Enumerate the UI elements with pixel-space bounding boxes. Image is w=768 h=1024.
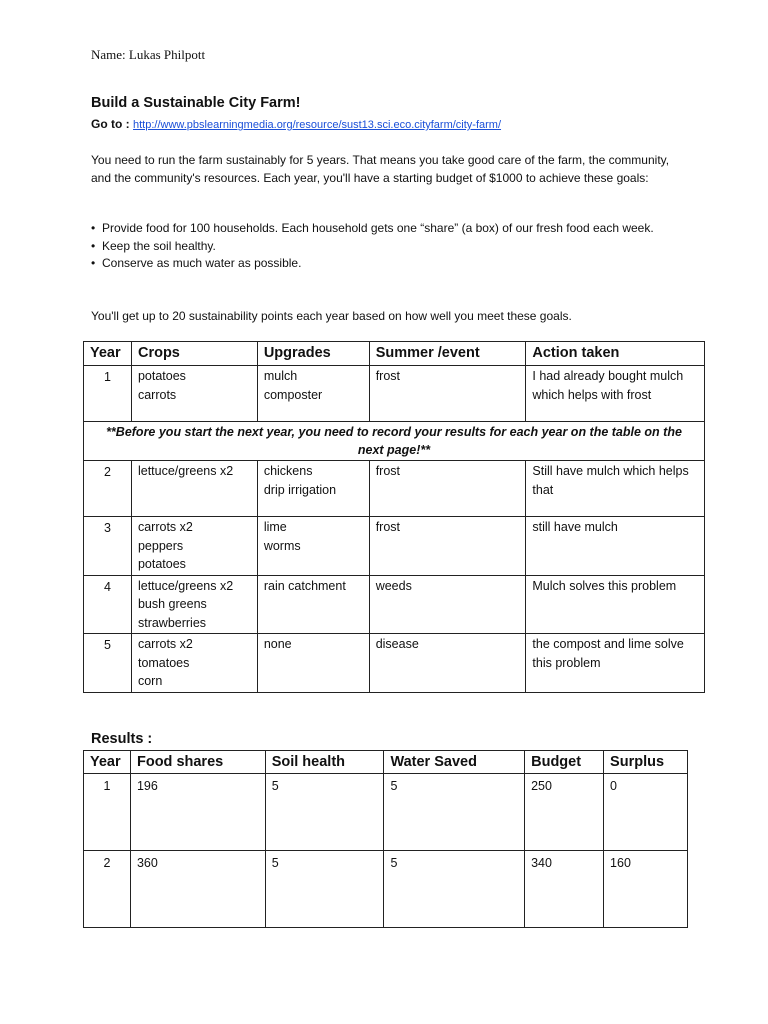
food-shares-cell: 196 bbox=[130, 774, 265, 851]
points-paragraph: You'll get up to 20 sustainability points each year based on how well you meet these goals. bbox=[91, 309, 572, 323]
table-row bbox=[84, 461, 705, 517]
goto-line bbox=[91, 117, 501, 131]
table-row bbox=[84, 851, 688, 928]
upgrade-item: worms bbox=[263, 538, 301, 553]
year-cell: 2 bbox=[84, 461, 132, 517]
note-row bbox=[84, 422, 705, 461]
header-year: Year bbox=[84, 751, 131, 774]
page-title: Build a Sustainable City Farm! bbox=[91, 95, 301, 111]
header-action: Action taken bbox=[526, 342, 705, 366]
header-food-shares: Food shares bbox=[130, 751, 265, 774]
crops-cell bbox=[131, 517, 257, 576]
year-cell: 1 bbox=[84, 774, 131, 851]
header-soil-health: Soil health bbox=[265, 751, 384, 774]
year-cell: 2 bbox=[84, 851, 131, 928]
header-crops: Crops bbox=[131, 342, 257, 366]
goal-item: • Keep the soil healthy. bbox=[91, 238, 701, 256]
crop-item: carrots x2 bbox=[137, 520, 193, 534]
event-cell: frost bbox=[369, 461, 526, 517]
crops-cell bbox=[131, 634, 257, 693]
results-header-row bbox=[84, 751, 688, 774]
budget-cell: 250 bbox=[525, 774, 604, 851]
plan-header-row bbox=[84, 342, 705, 366]
year-cell: 5 bbox=[84, 634, 132, 693]
upgrade-item: rain catchment bbox=[263, 578, 346, 593]
action-cell: Still have mulch which helps that bbox=[526, 461, 705, 517]
crop-item: lettuce/greens x2 bbox=[137, 464, 234, 478]
crops-cell bbox=[131, 366, 257, 422]
surplus-cell: 0 bbox=[604, 774, 688, 851]
upgrades-cell bbox=[257, 366, 369, 422]
plan-table bbox=[83, 341, 705, 693]
upgrades-cell bbox=[257, 461, 369, 517]
action-cell: still have mulch bbox=[526, 517, 705, 576]
table-row bbox=[84, 774, 688, 851]
header-event: Summer /event bbox=[369, 342, 526, 366]
upgrade-item: chickens bbox=[263, 464, 313, 478]
goto-label: Go to : bbox=[91, 117, 130, 131]
event-cell: weeds bbox=[369, 575, 526, 634]
upgrade-item: drip irrigation bbox=[263, 482, 337, 497]
table-row bbox=[84, 366, 705, 422]
crop-item: potatoes bbox=[137, 557, 186, 571]
year-cell: 4 bbox=[84, 575, 132, 634]
upgrade-item: mulch bbox=[263, 369, 298, 383]
crop-item: potatoes bbox=[137, 369, 186, 383]
next-page-note: **Before you start the next year, you need to record your results for each year on the table on the next page!** bbox=[84, 422, 705, 461]
water-saved-cell: 5 bbox=[384, 851, 525, 928]
upgrades-cell bbox=[257, 634, 369, 693]
crop-item: corn bbox=[137, 674, 163, 688]
crop-item: bush greens bbox=[137, 597, 207, 611]
results-heading: Results : bbox=[91, 731, 153, 747]
upgrade-item: lime bbox=[263, 520, 287, 534]
resource-link[interactable]: http://www.pbslearningmedia.org/resource/sust13.sci.eco.cityfarm/city-farm/ bbox=[133, 119, 502, 131]
action-cell: the compost and lime solve this problem bbox=[526, 634, 705, 693]
table-row bbox=[84, 517, 705, 576]
student-name: Name: Lukas Philpott bbox=[91, 47, 206, 62]
event-cell: frost bbox=[369, 366, 526, 422]
goals-list bbox=[91, 220, 701, 273]
crops-cell bbox=[131, 461, 257, 517]
event-cell: disease bbox=[369, 634, 526, 693]
table-row bbox=[84, 575, 705, 634]
table-row bbox=[84, 634, 705, 693]
header-upgrades: Upgrades bbox=[257, 342, 369, 366]
crop-item: tomatoes bbox=[137, 655, 190, 670]
crop-item: strawberries bbox=[137, 615, 207, 630]
upgrade-item: none bbox=[263, 637, 292, 651]
food-shares-cell: 360 bbox=[130, 851, 265, 928]
header-surplus: Surplus bbox=[604, 751, 688, 774]
action-cell: Mulch solves this problem bbox=[526, 575, 705, 634]
header-water-saved: Water Saved bbox=[384, 751, 525, 774]
upgrades-cell bbox=[257, 517, 369, 576]
soil-health-cell: 5 bbox=[265, 851, 384, 928]
header-budget: Budget bbox=[525, 751, 604, 774]
crop-item: peppers bbox=[137, 538, 184, 553]
soil-health-cell: 5 bbox=[265, 774, 384, 851]
water-saved-cell: 5 bbox=[384, 774, 525, 851]
crop-item: lettuce/greens x2 bbox=[137, 578, 234, 593]
goal-item: • Conserve as much water as possible. bbox=[91, 255, 701, 273]
intro-paragraph: You need to run the farm sustainably for 5 years. That means you take good care of the farm, the community, and the community's resources. Each year, you'll have a starting budget of $1000 to achieve these goals: bbox=[91, 153, 670, 185]
goal-item: • Provide food for 100 households. Each household gets one “share” (a box) of our fresh food each week. bbox=[91, 220, 701, 238]
upgrades-cell bbox=[257, 575, 369, 634]
crop-item: carrots bbox=[137, 387, 177, 402]
results-table bbox=[83, 750, 688, 928]
upgrade-item: composter bbox=[263, 387, 323, 402]
header-year: Year bbox=[84, 342, 132, 366]
surplus-cell: 160 bbox=[604, 851, 688, 928]
year-cell: 3 bbox=[84, 517, 132, 576]
crops-cell bbox=[131, 575, 257, 634]
crop-item: carrots x2 bbox=[137, 637, 193, 651]
budget-cell: 340 bbox=[525, 851, 604, 928]
action-cell: I had already bought mulch which helps with frost bbox=[526, 366, 705, 422]
event-cell: frost bbox=[369, 517, 526, 576]
year-cell: 1 bbox=[84, 366, 132, 422]
